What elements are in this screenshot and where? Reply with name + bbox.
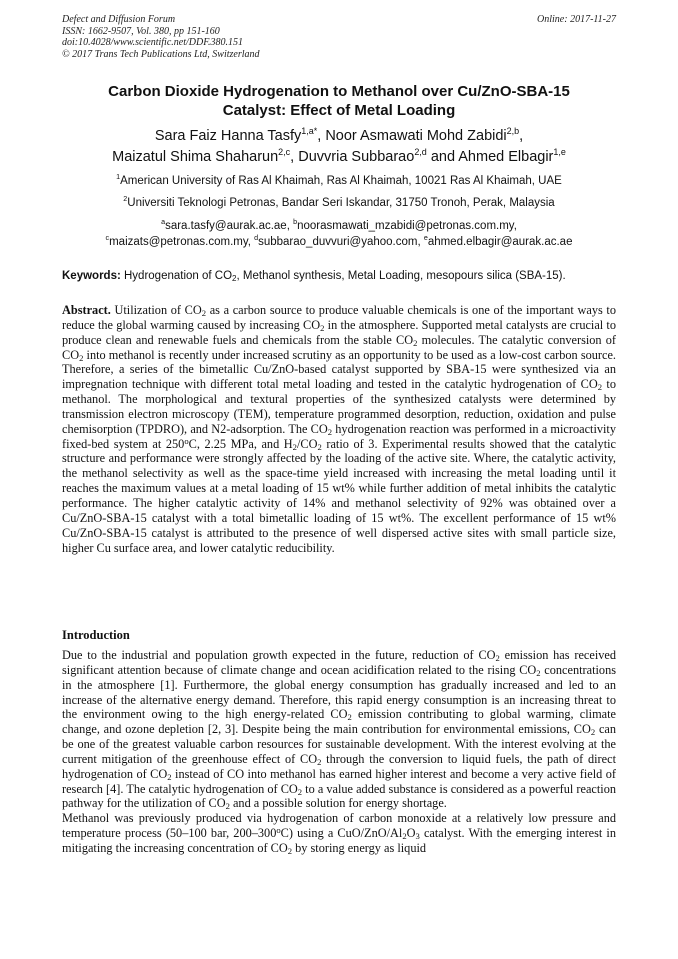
email-line-1 <box>62 218 616 234</box>
keywords-text: Hydrogenation of CO <box>120 270 233 282</box>
author-name: Duvvria Subbarao <box>298 149 415 165</box>
affiliation-text: Universiti Teknologi Petronas, Bandar Seri Iskandar, 31750 Tronoh, Perak, Malaysia <box>127 197 555 209</box>
email-sup: d <box>254 234 259 243</box>
email-sup: a <box>161 218 166 227</box>
author-name: Maizatul Shima Shaharun <box>112 149 279 165</box>
title-line-1: Carbon Dioxide Hydrogenation to Methanol over Cu/ZnO-SBA-15 <box>108 83 570 100</box>
email-link[interactable]: subbarao_duvvuri@yahoo.com, <box>258 236 424 248</box>
paper-title <box>62 82 616 120</box>
author-sup: 2,c <box>278 147 291 158</box>
author-line-1 <box>62 126 616 147</box>
email-link[interactable]: noorasmawati_mzabidi@petronas.com.my, <box>297 220 517 232</box>
affiliation-2 <box>62 196 616 210</box>
email-sup: e <box>423 234 428 243</box>
affiliation-text: American University of Ras Al Khaimah, Ras Al Khaimah, 10021 Ras Al Khaimah, UAE <box>120 175 562 187</box>
author-sup: 2,b <box>506 126 520 137</box>
author-separator: and <box>426 149 459 165</box>
email-sup: b <box>293 218 298 227</box>
abstract-label: Abstract. <box>62 303 111 317</box>
keywords <box>62 269 622 283</box>
journal-copyright: © 2017 Trans Tech Publications Ltd, Switzerland <box>62 48 260 60</box>
journal-issn: ISSN: 1662-9507, Vol. 380, pp 151-160 <box>62 25 220 37</box>
journal-doi: doi:10.4028/www.scientific.net/DDF.380.151 <box>62 37 244 48</box>
author-list <box>62 126 616 168</box>
author-sup: 2,d <box>414 147 427 158</box>
email-line-2 <box>62 234 616 250</box>
section-heading-introduction: Introduction <box>62 628 130 642</box>
author-name: Ahmed Elbagir <box>458 149 554 165</box>
author-separator: , <box>519 128 524 144</box>
author-emails <box>62 218 616 250</box>
email-link[interactable]: ahmed.elbagir@aurak.ac.ae <box>427 236 573 248</box>
abstract-text: Utilization of $CO_2$ as a carbon source to produce valuable chemicals is one of the important ways to reduce the global warming caused by increasing $CO_2$ in the atmosphere. Supported metal catalysts are crucial to produce clean and renewable fuels and chemicals from the stable $CO_2$ molecules. The catalytic conversion of $CO_2$ into methanol is recently under increased scrutiny as an opportunity to be used as a low-cost carbon source. Therefore, a series of the bimetallic Cu/ZnO-based catalyst supported by SBA-15 were synthesized via an impregnation technique with different total metal loading and tested in the catalytic hydrogenation of $CO_2$ to methanol. The morphological and textural properties of the synthesized catalysts were determined by transmission electron microscopy (TEM), temperature programmed desorption, reduction, oxidation and pulse chemisorption (TPDRO), and N2-adsorption. The $CO_2$ hydrogenation reaction was performed in a microactivity fixed-bed system at 250$^o$C, 2.25 MPa, and $H_2/CO_2$ ratio of 3. Experimental results showed that the catalytic structure and performance were strongly affected by the loading of the active site. Where, the catalytic activity, the methanol selectivity as well as the space-time yield increased with increasing the metal loading until it reaches the maximum values at a metal loading of 15 wt% while further addition of metal inhibits the catalytic performance. The higher catalytic activity of 14% and methanol selectivity of 92% was obtained over a Cu/ZnO-SBA-15 catalyst with a total bimetallic loading of 15 wt%. The excellent performance of 15 wt% Cu/ZnO-SBA-15 catalyst is attributed to the presence of well dispersed active sites with small particle size, higher Cu surface area, and lower catalytic reducibility. <box>62 303 616 555</box>
author-name: Sara Faiz Hanna Tasfy <box>154 128 302 144</box>
keywords-text-rest: , Methanol synthesis, Metal Loading, mesopours silica (SBA-15). <box>236 270 566 282</box>
affiliation-1 <box>62 174 616 188</box>
author-name: Noor Asmawati Mohd Zabidi <box>325 128 507 144</box>
keywords-subscript: 2 <box>232 274 237 283</box>
introduction-body <box>62 648 616 856</box>
author-line-2 <box>62 147 616 168</box>
abstract <box>62 303 616 555</box>
author-sup: 1,a* <box>301 126 318 137</box>
email-sup: c <box>105 234 110 243</box>
author-separator: , <box>290 149 299 165</box>
journal-name: Defect and Diffusion Forum <box>62 14 176 25</box>
keywords-label: Keywords: <box>62 270 121 282</box>
online-date: Online: 2017-11-27 <box>537 14 616 25</box>
intro-paragraph-1: Due to the industrial and population growth expected in the future, reduction of $CO_2$ emission has received significant attention because of climate change and ocean acidification related to the rising $CO_2$ concentrations in the atmosphere [1]. Furthermore, the global energy consumption has gradually increased and led to an increase of the alternative energy demand. Therefore, this rapid energy consumption is an increasing threat to the environment owing to the high energy-related $CO_2$ emission contributing to global warming, climate change, and ozone depletion [2, 3]. Despite being the main contribution for environmental emissions, $CO_2$ can be one of the greatest valuable carbon resources for sustainable development. With the interest evolving at the current mitigation of the greenhouse effect of $CO_2$ through the conversion to liquid fuels, the path of direct hydrogenation of $CO_2$ instead of CO into methanol has earned higher interest and become a very active field of research [4]. The catalytic hydrogenation of $CO_2$ to a value added substance is considered as a powerful reaction pathway for the utilization of $CO_2$ and a possible solution for energy shortage. <box>62 648 617 812</box>
affiliation-sup: 1 <box>116 173 121 182</box>
intro-paragraph-2: Methanol was previously produced via hydrogenation of carbon monoxide at a relatively low pressure and temperature process (50–100 bar, 200–300$^o$C) using a CuO/$ZnO/Al_2O_3$ catalyst. With the emerging interest in mitigating the increasing concentration of $CO_2$ by storing energy as liquid <box>62 811 616 857</box>
affiliation-sup: 2 <box>123 195 128 204</box>
journal-header <box>62 14 260 60</box>
title-line-2: Catalyst: Effect of Metal Loading <box>222 102 456 119</box>
author-sup: 1,e <box>553 147 566 158</box>
email-link[interactable]: maizats@petronas.com.my, <box>109 236 255 248</box>
author-separator: , <box>317 128 326 144</box>
email-link[interactable]: sara.tasfy@aurak.ac.ae, <box>165 220 294 232</box>
